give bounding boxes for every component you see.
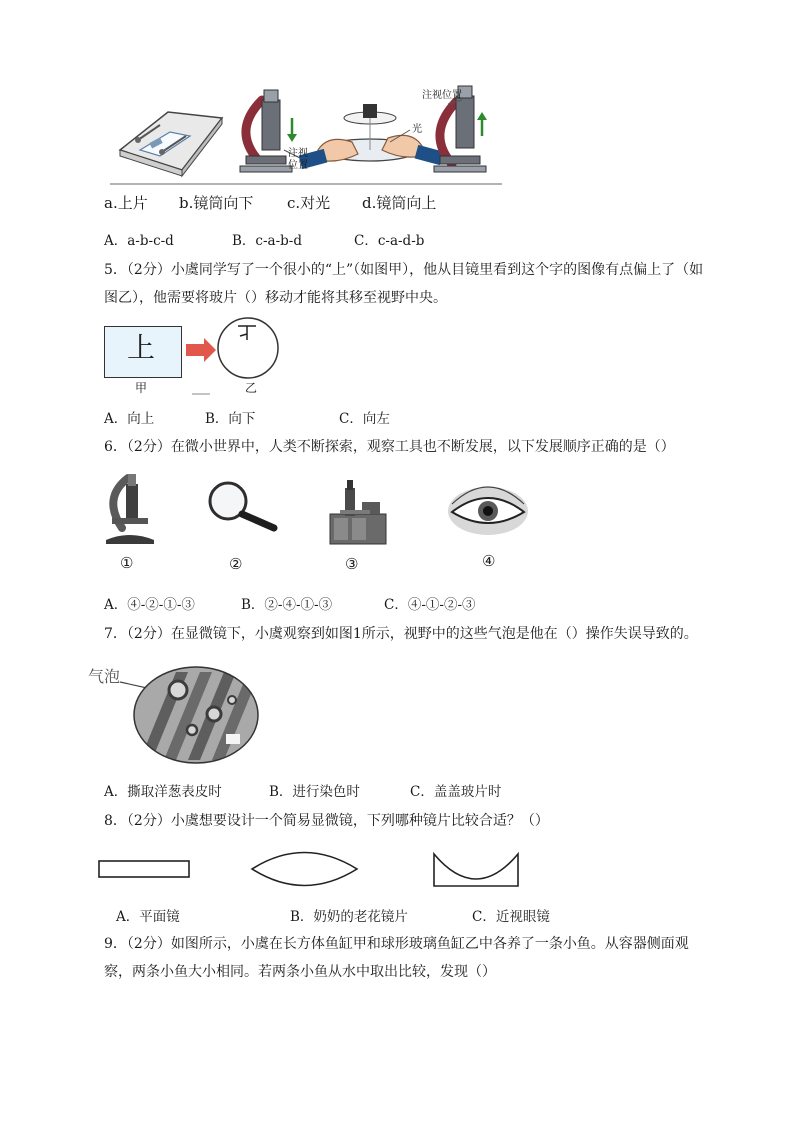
q7-option-b[interactable]: B．进行染色时 <box>269 784 360 800</box>
q8-option-c[interactable]: C．近视眼镜 <box>472 909 550 925</box>
q6-num-3: ③ <box>345 555 359 573</box>
q4-label-guang: 光 <box>412 124 422 135</box>
q4-caption-b: b.镜筒向下 <box>179 194 254 212</box>
q4-option-a[interactable]: A．a-b-c-d <box>104 233 174 249</box>
q6-num-1: ① <box>120 554 134 572</box>
q9-stem: 9．（2分）如图所示，小虞在长方体鱼缸甲和球形玻璃鱼缸乙中各养了一条小鱼。从容器侧面观察，两条小鱼大小相同。若两条小鱼从水中取出比较，发现（） <box>104 936 689 980</box>
q4-caption-a: a.上片 <box>104 194 148 212</box>
q5-label-yi: 乙 <box>245 381 258 395</box>
q5-stem: 5．（2分）小虞同学写了一个很小的“上”（如图甲），他从目镜里看到这个字的图像有点偏上了（如图乙），他需要将玻片（）移动才能将其移至视野中央。 <box>104 262 704 306</box>
q8-option-a[interactable]: A．平面镜 <box>116 909 180 925</box>
q5-char-shang: 上 <box>127 331 156 364</box>
q4-option-b[interactable]: B．c-a-b-d <box>232 233 302 249</box>
q4-caption-d: d.镜筒向上 <box>362 194 437 212</box>
concave-lens-icon <box>434 854 518 886</box>
q6-stem: 6．（2分）在微小世界中，人类不断探索，观察工具也不断发展，以下发展顺序正确的是（） <box>104 439 675 455</box>
q6-num-4: ④ <box>482 552 496 570</box>
q6-option-a[interactable]: A．④-②-①-③ <box>104 597 195 613</box>
q8-option-b[interactable]: B．奶奶的老花镜片 <box>290 909 408 925</box>
q4-option-c[interactable]: C．c-a-d-b <box>354 233 425 249</box>
q5-label-jia: 甲 <box>135 381 148 395</box>
q4-label-zhushi-top: 注视位置 <box>422 90 462 101</box>
q7-label-qipao: 气泡 <box>88 667 121 686</box>
q6-option-c[interactable]: C．④-①-②-③ <box>384 597 476 613</box>
q7-option-a[interactable]: A．撕取洋葱表皮时 <box>104 784 222 800</box>
q5-option-b[interactable]: B．向下 <box>205 411 256 427</box>
q5-option-c[interactable]: C．向左 <box>339 411 390 427</box>
q4-caption-c: c.对光 <box>287 194 331 212</box>
convex-lens-icon <box>252 853 357 886</box>
q4-label-zhushi-side: 注视位置 <box>288 148 308 171</box>
q6-option-b[interactable]: B．②-④-①-③ <box>241 597 333 613</box>
q8-stem: 8．（2分）小虞想要设计一个简易显微镜，下列哪种镜片比较合适？（） <box>104 813 549 829</box>
q6-num-2: ② <box>229 555 243 573</box>
q5-option-a[interactable]: A．向上 <box>104 411 155 427</box>
flat-mirror-icon <box>99 861 189 877</box>
q7-stem: 7．（2分）在显微镜下，小虞观察到如图1所示，视野中的这些气泡是他在（）操作失误导致的。 <box>104 626 698 642</box>
q7-option-c[interactable]: C．盖盖玻片时 <box>410 784 502 800</box>
